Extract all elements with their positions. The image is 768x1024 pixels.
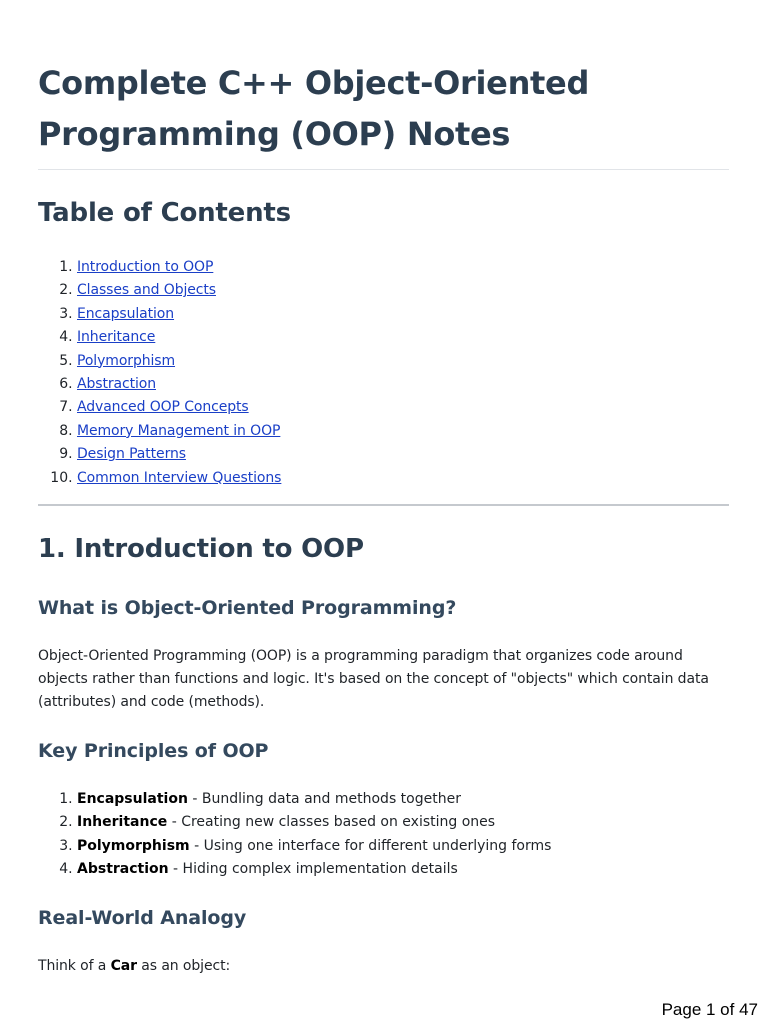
toc-link-introduction[interactable]: Introduction to OOP <box>77 259 214 275</box>
title-divider <box>38 169 729 170</box>
toc-link-advanced[interactable]: Advanced OOP Concepts <box>77 399 249 416</box>
subheading-what-is-oop: What is Object-Oriented Programming? <box>38 597 457 619</box>
principle-term: Encapsulation <box>77 791 188 807</box>
analogy-text-after: as an object: <box>136 958 231 974</box>
section-divider <box>38 504 729 506</box>
principle-term: Abstraction <box>77 861 169 878</box>
toc-item <box>77 420 281 443</box>
principle-desc: - Bundling data and methods together <box>187 791 461 807</box>
subheading-real-world-analogy: Real-World Analogy <box>38 907 247 929</box>
toc-item <box>77 373 281 396</box>
toc-link-interview[interactable]: Common Interview Questions <box>77 469 282 486</box>
analogy-car: Car <box>110 958 137 974</box>
analogy-text-before: Think of a <box>38 958 111 974</box>
toc-link-encapsulation[interactable]: Encapsulation <box>77 305 175 322</box>
toc-list <box>38 256 281 490</box>
document-title: Complete C++ Object-Oriented Programming (OOP) Notes <box>38 64 590 153</box>
toc-link-classes-objects[interactable]: Classes and Objects <box>77 282 216 299</box>
intro-paragraph: Object-Oriented Programming (OOP) is a programming paradigm that organizes code around objects rather than functions and logic. It's based on the concept of "objects" which contain data (attributes) and code (methods). <box>38 648 709 710</box>
page-number: Page 1 of 47 <box>661 1000 758 1019</box>
principle-item <box>77 858 551 881</box>
section-heading-introduction: 1. Introduction to OOP <box>38 534 364 564</box>
principles-list <box>38 788 551 882</box>
toc-link-design-patterns[interactable]: Design Patterns <box>77 446 186 463</box>
toc-item <box>77 279 281 302</box>
principle-desc: - Using one interface for different underlying forms <box>189 837 552 854</box>
toc-heading: Table of Contents <box>38 198 291 228</box>
principle-item <box>77 835 551 858</box>
toc-item <box>77 443 281 466</box>
subheading-key-principles: Key Principles of OOP <box>38 740 269 762</box>
principle-desc: - Hiding complex implementation details <box>168 861 458 878</box>
principle-term: Polymorphism <box>77 837 190 854</box>
principle-item <box>77 811 551 834</box>
analogy-paragraph <box>38 955 729 978</box>
toc-item <box>77 303 281 326</box>
toc-link-inheritance[interactable]: Inheritance <box>77 329 156 346</box>
toc-item <box>77 467 281 490</box>
principle-desc: - Creating new classes based on existing ones <box>167 814 496 831</box>
toc-link-abstraction[interactable]: Abstraction <box>77 376 156 393</box>
toc-link-polymorphism[interactable]: Polymorphism <box>77 352 176 369</box>
principle-item <box>77 788 551 811</box>
toc-item <box>77 396 281 419</box>
toc-item <box>77 256 281 279</box>
principle-term: Inheritance <box>77 814 168 831</box>
toc-item <box>77 350 281 373</box>
toc-link-memory[interactable]: Memory Management in OOP <box>77 422 281 439</box>
toc-item <box>77 326 281 349</box>
